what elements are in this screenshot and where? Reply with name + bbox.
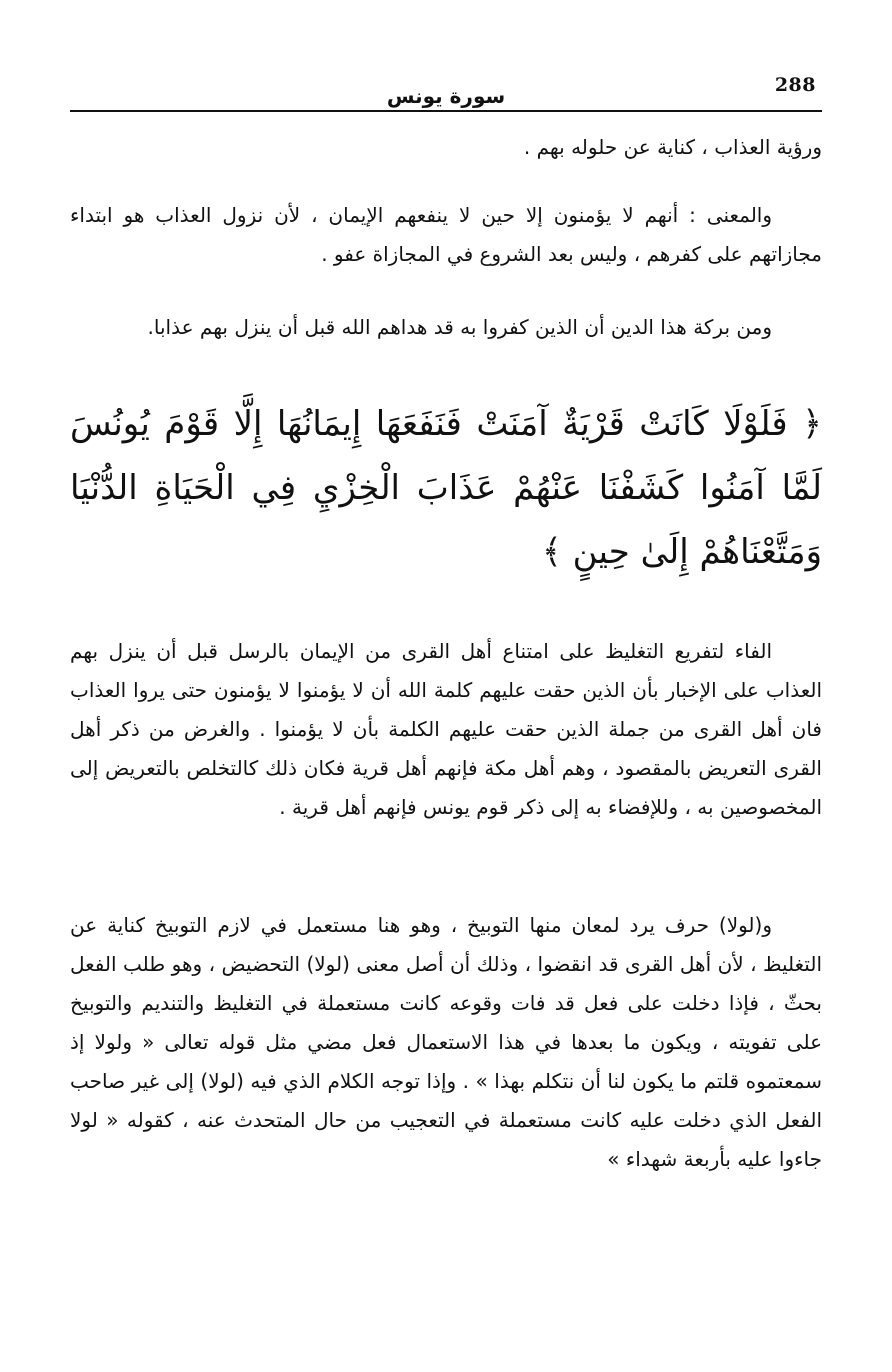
- paragraph-1: ورؤية العذاب ، كناية عن حلوله بهم .: [523, 135, 822, 159]
- paragraph-4: الفاء لتفريع التغليظ على امتناع أهل القرى من الإيمان بالرسل قبل أن ينزل بهم العذاب على الإخبار بأن الذين حقت عليهم كلمة الله أن لا يؤمنوا لا يؤمنون حتى يروا العذاب فان أهل القرى من جملة الذين حقت عليهم الكلمة بأن لا يؤمنوا . والغرض من ذكر أهل القرى التعريض بالمقصود ، وهم أهل مكة فإنهم أهل قرية فكان ذلك كالتخلص بالتعريض إلى المخصوصين به ، وللإفضاء به إلى ذكر قوم يونس فإنهم أهل قرية .: [70, 639, 822, 819]
- header-rule: [70, 110, 822, 112]
- quran-verse: ﴿ فَلَوْلَا كَانَتْ قَرْيَةٌ آمَنَتْ فَنَفَعَهَا إِيمَانُهَا إِلَّا قَوْمَ يُونُسَ لَمَّا آمَنُوا كَشَفْنَا عَنْهُمْ عَذَابَ الْخِزْيِ فِي الْحَيَاةِ الدُّنْيَا وَمَتَّعْنَاهُمْ إِلَىٰ حِينٍ ﴾: [70, 404, 822, 572]
- page-number: 288: [774, 74, 816, 96]
- paragraph-2: والمعنى : أنهم لا يؤمنون إلا حين لا ينفعهم الإيمان ، لأن نزول العذاب هو ابتداء مجازاتهم على كفرهم ، وليس بعد الشروع في المجازاة عفو .: [70, 203, 822, 266]
- paragraph-3: ومن بركة هذا الدين أن الذين كفروا به قد هداهم الله قبل أن ينزل بهم عذابا.: [147, 315, 772, 339]
- running-title: سورة يونس: [386, 84, 506, 108]
- paragraph-5: و(لولا) حرف يرد لمعان منها التوبيخ ، وهو هنا مستعمل في لازم التوبيخ كناية عن التغليظ ، لأن أهل القرى قد انقضوا ، وذلك أن أصل معنى (لولا) التحضيض ، وهو طلب الفعل بحثّ ، فإذا دخلت على فعل قد فات وقوعه كانت مستعملة في التغليظ والتنديم والتوبيخ على تفويته ، ويكون ما بعدها في هذا الاستعمال فعل مضي مثل قوله تعالى « ولولا إذ سمعتموه قلتم ما يكون لنا أن نتكلم بهذا » . وإذا توجه الكلام الذي فيه (لولا) إلى غير صاحب الفعل الذي دخلت عليه كانت مستعملة في التعجيب من حال المتحدث عنه ، كقوله « لولا جاءوا عليه بأربعة شهداء »: [70, 913, 822, 1171]
- page-header: [70, 74, 822, 112]
